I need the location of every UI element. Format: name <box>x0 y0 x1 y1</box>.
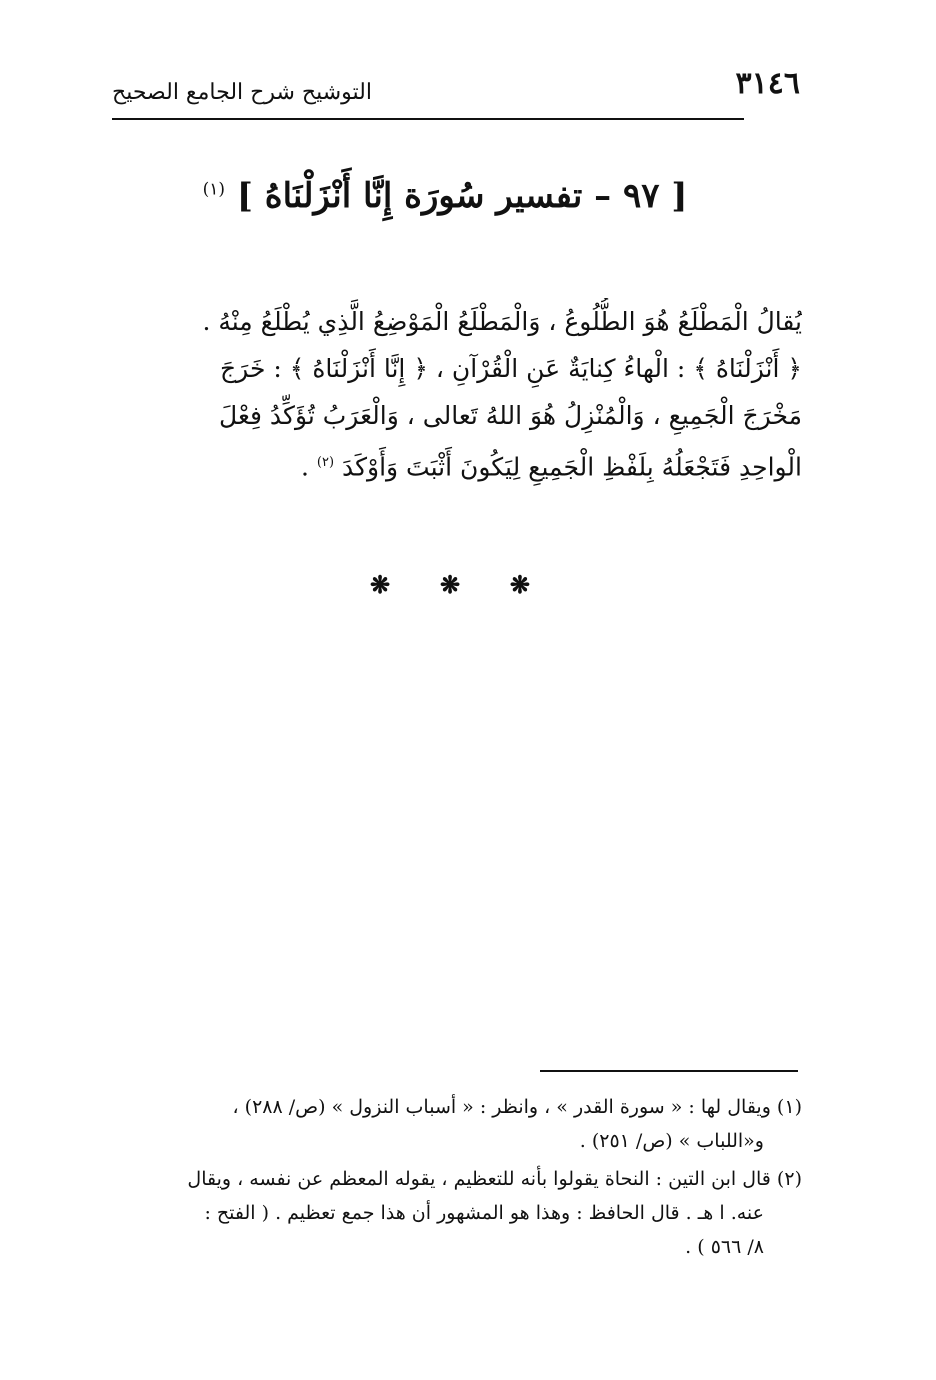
separator-star: ❋ <box>370 570 391 599</box>
footnote-1 <box>112 1090 802 1158</box>
running-title: التوشيح شرح الجامع الصحيح <box>112 80 372 105</box>
body-paragraph <box>112 298 802 490</box>
page-number: ٣١٤٦ <box>735 66 800 101</box>
separator-star: ❋ <box>509 570 530 599</box>
header-rule <box>112 118 744 120</box>
page-header <box>112 58 800 118</box>
footnote-line: (٢) قال ابن التين : النحاة يقولوا بأنه للتعظيم ، يقوله المعظم عن نفسه ، ويقال <box>187 1168 802 1190</box>
body-line: مَخْرَجَ الْجَمِيعِ ، وَالْمُنْزِلُ هُوَ اللهُ تَعالى ، وَالْعَرَبُ تُؤَكِّدُ فِعْلَ <box>219 401 802 430</box>
body-line: ﴿ أَنْزَلْنَاهُ ﴾ : الْهاءُ كِنايَةٌ عَنِ الْقُرْآنِ ، ﴿ إِنَّا أَنْزَلْنَاهُ ﴾ : خَرَجَ <box>220 354 802 383</box>
footnote-2 <box>112 1162 802 1264</box>
body-line-last <box>112 439 802 490</box>
chapter-title <box>180 176 710 216</box>
footnotes <box>112 1090 802 1268</box>
chapter-footnote-ref: (١) <box>202 179 225 200</box>
footnote-line: و«اللباب » (ص/ ٢٥١) . <box>579 1130 764 1152</box>
body-line-end: . <box>300 452 317 482</box>
footnote-line: ٨/ ٥٦٦ ) . <box>685 1236 764 1258</box>
footnote-line: (١) ويقال لها : « سورة القدر » ، وانظر : « أسباب النزول » (ص/ ٢٨٨) ، <box>232 1096 802 1118</box>
separator-star: ❋ <box>439 570 461 599</box>
chapter-title-text: [ ٩٧ – تفسير سُورَة إِنَّا أَنْزَلْنَاهُ ] <box>236 176 688 216</box>
body-footnote-ref: (٢) <box>316 455 335 470</box>
footnote-line: عنه. ا هـ . قال الحافظ : وهذا هو المشهور أن هذا جمع تعظيم . ( الفتح : <box>204 1202 764 1224</box>
body-line-text: الْواحِدِ فَتَجْعَلُهُ بِلَفْظِ الْجَمِيعِ لِيَكُونَ أَثْبَتَ وَأَوْكَدَ <box>341 452 802 482</box>
footnote-rule <box>540 1070 798 1072</box>
body-line: يُقالُ الْمَطْلَعُ هُوَ الطُّلُوعُ ، وَالْمَطْلَعُ الْمَوْضِعُ الَّذِي يُطْلَعُ مِنْهُ . <box>202 307 802 336</box>
section-separator <box>370 570 530 599</box>
